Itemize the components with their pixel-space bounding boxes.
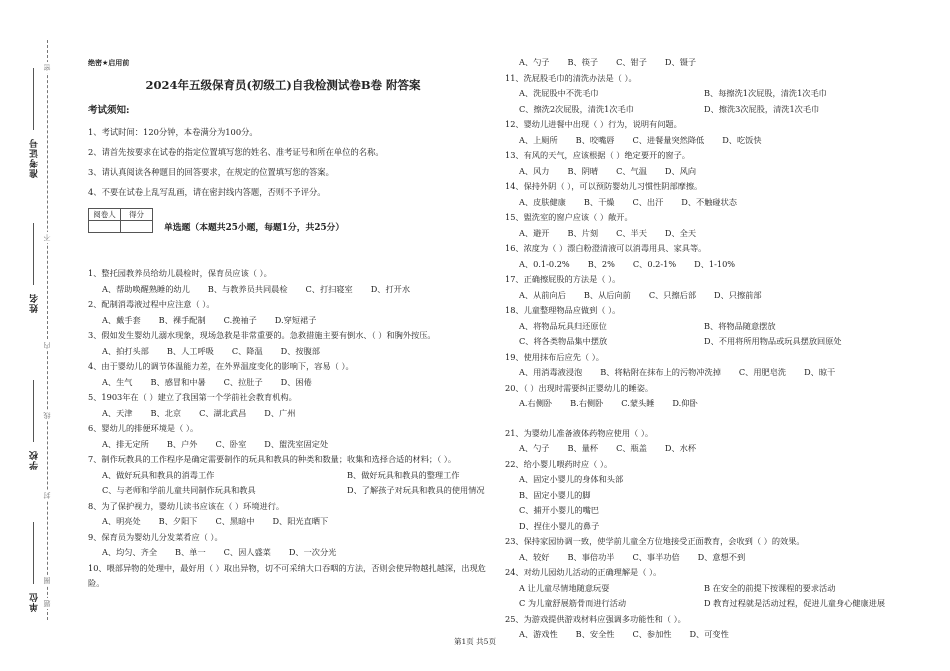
question-options bbox=[88, 483, 488, 499]
notice-heading: 考试须知: bbox=[88, 105, 130, 116]
option[interactable]: C 为儿童舒展筋骨而进行活动 bbox=[519, 598, 627, 608]
question-stem: 20、（ ）出现时需要纠正婴幼儿的睡姿。 bbox=[505, 382, 654, 393]
question-stem: 12、婴幼儿进餐中出现（ ）行为，说明有问题。 bbox=[505, 119, 682, 129]
option[interactable]: A、固定小婴儿的身体和头部 bbox=[519, 474, 624, 484]
page-footer: 第1页 共5页 bbox=[454, 637, 496, 646]
question-options bbox=[88, 437, 488, 453]
question-options bbox=[505, 396, 905, 412]
option[interactable]: C、出汗 bbox=[632, 196, 664, 207]
option[interactable]: A、勺子 bbox=[519, 57, 550, 67]
question-stem: 13、有风的天气，应该根据（ ）绝定要开的窗子。 bbox=[505, 150, 690, 160]
question-options bbox=[88, 313, 488, 329]
option[interactable]: C、降温 bbox=[231, 345, 263, 356]
right-column bbox=[505, 55, 905, 643]
question-stem: 2、配制消毒液过程中应注意（ ）。 bbox=[88, 299, 215, 309]
option[interactable]: C、打扫寝室 bbox=[305, 283, 353, 294]
option[interactable]: D、盥洗室固定处 bbox=[264, 438, 329, 449]
margin-label: 姓名 bbox=[30, 293, 40, 313]
option[interactable]: B、将粘附在抹布上的污物冲洗掉 bbox=[600, 367, 721, 377]
question-options bbox=[88, 406, 488, 422]
question-options bbox=[505, 55, 905, 71]
question-stem: 10、喂部异物的处理中，最好用（ ）取出异物，切不可采纳大口吞咽的方法，否则会使异物越扎越深，出现危险。 bbox=[88, 562, 486, 588]
question-stem: 19、使用抹布后应先（ ）。 bbox=[505, 351, 604, 362]
option[interactable]: C、拉肚子 bbox=[223, 376, 263, 387]
question-stem: 7、制作玩教具的工作程序是确定需要制作的玩具和教具的种类和数量；收集和选择合适的材料；（ ）。 bbox=[88, 454, 457, 464]
option[interactable]: B.右侧卧 bbox=[570, 398, 604, 408]
option[interactable]: B、将物品随意摆放 bbox=[704, 320, 776, 331]
option[interactable]: B、筷子 bbox=[567, 57, 599, 67]
option[interactable]: B、量杯 bbox=[567, 443, 599, 453]
option[interactable]: C、进餐量突然降低 bbox=[632, 134, 705, 145]
option[interactable]: C、半天 bbox=[616, 227, 647, 238]
question-stem: 25、为游戏提供游戏材料应强调多功能性和（ ）。 bbox=[505, 613, 686, 624]
option[interactable]: D、风向 bbox=[664, 165, 697, 176]
option[interactable]: B、固定小婴儿的脚 bbox=[519, 489, 591, 500]
notice-item: 1、考试时间：120分钟，本卷满分为100分。 bbox=[88, 127, 258, 137]
option[interactable]: B、单一 bbox=[175, 547, 206, 557]
question-list-left bbox=[88, 266, 488, 592]
option[interactable]: D、擦洗3次屁股，清洗1次毛巾 bbox=[704, 103, 820, 114]
option[interactable]: A、勺子 bbox=[519, 443, 550, 453]
option[interactable]: A、较好 bbox=[519, 551, 550, 562]
question-options bbox=[505, 102, 905, 118]
seal-glyph: 题 bbox=[43, 600, 51, 607]
question-options bbox=[505, 257, 905, 273]
option[interactable]: A、风力 bbox=[519, 165, 550, 176]
option[interactable]: D.穿短裙子 bbox=[274, 314, 317, 325]
option[interactable]: B、阴晴 bbox=[567, 165, 599, 176]
margin-fill-line[interactable] bbox=[33, 380, 34, 442]
question-options bbox=[505, 226, 905, 242]
option[interactable]: B、2% bbox=[587, 258, 615, 269]
option[interactable]: D、全天 bbox=[664, 227, 697, 238]
section-heading: 单选题（本题共25小题，每题1分，共25分） bbox=[164, 223, 345, 233]
option[interactable]: C.挽袖子 bbox=[223, 314, 257, 325]
question-stem: 4、由于婴幼儿的调节体温能力差，在外界温度变化的影响下，容易（ ）。 bbox=[88, 361, 354, 371]
option[interactable]: A.右侧卧 bbox=[519, 398, 553, 408]
option[interactable]: A、从前向后 bbox=[519, 289, 566, 300]
option[interactable]: D、一次分光 bbox=[288, 547, 337, 557]
question-stem: 6、婴幼儿的排便环境是（ ）。 bbox=[88, 423, 199, 433]
option[interactable]: A、做好玩具和教具的消毒工作 bbox=[102, 469, 215, 480]
option[interactable]: B、夕阳下 bbox=[158, 516, 198, 526]
option[interactable]: A、皮肤健康 bbox=[519, 196, 566, 207]
question-options bbox=[505, 365, 905, 381]
option[interactable]: C、擦洗2次屁股，清洗1次毛巾 bbox=[519, 103, 634, 114]
option[interactable]: A、用消毒液浸泡 bbox=[519, 367, 583, 377]
question-options bbox=[505, 550, 905, 566]
option[interactable]: A、上厕所 bbox=[519, 134, 558, 145]
seal-glyph: 内 bbox=[43, 342, 51, 349]
notice-item: 2、请首先按要求在试卷的指定位置填写您的姓名、准考证号和所在单位的名称。 bbox=[88, 147, 384, 157]
option[interactable]: D、不触碰状态 bbox=[681, 196, 737, 207]
notice-item: 4、不要在试卷上乱写乱画，请在密封线内答题，否则不予评分。 bbox=[88, 187, 326, 197]
seal-glyph: 不 bbox=[43, 234, 51, 241]
option[interactable]: B、北京 bbox=[150, 407, 182, 418]
question-options bbox=[505, 164, 905, 180]
question-stem: 14、保持外阴（ ），可以预防婴幼儿习惯性阴部摩擦。 bbox=[505, 181, 703, 191]
margin-label: 学校 bbox=[30, 450, 40, 470]
question-stem: 11、洗屁股毛巾的清洗办法是（ ）。 bbox=[505, 72, 637, 83]
seal-glyph: 密 bbox=[43, 64, 51, 71]
score-table-cell[interactable] bbox=[121, 221, 153, 233]
option[interactable]: A、均匀、齐全 bbox=[102, 547, 158, 557]
option[interactable]: D、晾干 bbox=[804, 367, 836, 377]
option[interactable]: D、按腹部 bbox=[280, 345, 320, 356]
option[interactable]: A、0.1-0.2% bbox=[519, 258, 570, 269]
question-options bbox=[88, 282, 488, 298]
option[interactable]: C、事半功倍 bbox=[632, 551, 680, 562]
option[interactable]: D、意想不到 bbox=[697, 551, 746, 562]
option[interactable]: A、洗屁股中不洗毛巾 bbox=[519, 88, 599, 98]
question-options bbox=[88, 375, 488, 391]
exam-title: 2024年五级保育员(初级工)自我检测试卷B卷 附答案 bbox=[145, 78, 421, 92]
question-stem: 1、整托园教养员给幼儿晨检时，保育员应该（ ）。 bbox=[88, 268, 272, 278]
option[interactable]: A、避开 bbox=[519, 227, 550, 238]
option[interactable]: B、人工呼吸 bbox=[166, 345, 214, 356]
option[interactable]: D、阳光直晒下 bbox=[272, 516, 329, 526]
question-stem: 5、1903年在（ ）建立了我国第一个学前社会教育机构。 bbox=[88, 392, 297, 402]
option[interactable]: C、将各类物品集中摆放 bbox=[519, 336, 608, 346]
option[interactable]: B 在安全的前提下按课程的要求活动 bbox=[704, 582, 836, 593]
option[interactable]: D、水杯 bbox=[664, 443, 697, 453]
option[interactable]: D、困倦 bbox=[280, 376, 312, 387]
option[interactable]: C、钳子 bbox=[616, 57, 647, 67]
margin-label: 单位 bbox=[30, 592, 40, 612]
question-stem: 3、假如发生婴幼儿溺水现象，现场急救是非常重要的。急救措施主要有倒水、（ ）和胸外按压。 bbox=[88, 330, 436, 340]
margin-fill-line[interactable] bbox=[33, 522, 34, 584]
score-table-cell[interactable] bbox=[89, 221, 121, 233]
option[interactable]: D.仰卧 bbox=[672, 398, 698, 408]
option[interactable]: C、只擦后部 bbox=[648, 289, 697, 300]
question-options bbox=[505, 334, 905, 350]
margin-label: 准考证号 bbox=[30, 138, 40, 178]
question-options bbox=[505, 133, 905, 149]
question-stem: 24、对幼儿园幼儿活动的正确理解是（ ）。 bbox=[505, 567, 662, 577]
question-options bbox=[505, 86, 905, 102]
option[interactable]: A、戴手套 bbox=[102, 314, 141, 325]
option[interactable]: B、裸手配制 bbox=[158, 314, 206, 325]
question-stem: 17、正确擦屁股的方法是（ ）。 bbox=[505, 274, 621, 284]
option[interactable]: C、参加性 bbox=[632, 629, 672, 639]
option[interactable]: C.蒙头睡 bbox=[621, 398, 655, 408]
notice-list bbox=[88, 122, 488, 202]
option[interactable]: D 教育过程就是活动过程，促进儿童身心健康进展 bbox=[704, 598, 886, 608]
option[interactable]: D、1-10% bbox=[694, 258, 736, 269]
option[interactable]: A、排无定所 bbox=[102, 438, 149, 449]
option[interactable]: D、广州 bbox=[264, 407, 296, 418]
option[interactable]: A、帮助唤醒熟睡的幼儿 bbox=[102, 283, 190, 294]
option[interactable]: D、镊子 bbox=[664, 57, 697, 67]
option[interactable]: B、安全性 bbox=[575, 629, 615, 639]
option[interactable]: C、0.2-1% bbox=[632, 258, 677, 269]
score-table-reviewer: 阅卷人 bbox=[89, 209, 121, 221]
option[interactable]: B、事倍功半 bbox=[567, 551, 615, 562]
question-stem: 21、为婴幼儿准备液体药物应使用（ ）。 bbox=[505, 427, 654, 438]
question-stem: 22、给小婴儿喂药时应（ ）。 bbox=[505, 458, 613, 469]
question-options bbox=[505, 319, 905, 335]
option[interactable]: D、打开水 bbox=[370, 283, 411, 294]
question-stem: 9、保育员为婴幼儿分发菜肴应（ ）。 bbox=[88, 531, 223, 542]
question-stem: 23、保持家园协调一致，使学前儿童全方位地接受正面教育，会收到（ ）的效果。 bbox=[505, 536, 805, 546]
option[interactable]: C、湖北武昌 bbox=[199, 407, 247, 418]
option[interactable]: A、将物品玩具归还原位 bbox=[519, 320, 607, 331]
question-options bbox=[505, 288, 905, 304]
score-table-score: 得分 bbox=[121, 209, 153, 221]
option[interactable]: A、明亮处 bbox=[102, 516, 141, 526]
notice-item: 3、请认真阅读各种题目的回答要求，在规定的位置填写您的答案。 bbox=[88, 167, 334, 177]
option[interactable]: D、只擦前部 bbox=[714, 289, 762, 300]
option[interactable]: C、与老师和学前儿童共同制作玩具和教具 bbox=[102, 485, 256, 495]
option[interactable]: D、了解孩子对玩具和教具的使用情况 bbox=[347, 485, 485, 495]
option[interactable]: C、用肥皂洗 bbox=[738, 367, 787, 377]
option[interactable]: B、感冒和中暑 bbox=[150, 376, 206, 387]
question-options bbox=[505, 195, 905, 211]
option[interactable]: B、户外 bbox=[166, 438, 198, 449]
question-list-right bbox=[505, 71, 905, 643]
option[interactable]: C、因人盛菜 bbox=[223, 547, 271, 557]
option[interactable]: A、拍打头部 bbox=[102, 345, 149, 356]
question-stem: 16、浓度为（ ）漂白粉澄清液可以消毒用具、家具等。 bbox=[505, 243, 707, 253]
question-options bbox=[88, 468, 488, 484]
question-options bbox=[505, 581, 905, 597]
option[interactable]: C、捕开小婴儿的嘴巴 bbox=[519, 505, 599, 515]
seal-glyph: 圈 bbox=[43, 577, 51, 584]
question-options bbox=[505, 441, 905, 457]
binding-margin bbox=[0, 0, 70, 671]
question-stem: 18、儿童整理物品应做到（ ）。 bbox=[505, 305, 621, 315]
option[interactable]: B、咬嘴唇 bbox=[575, 134, 615, 145]
score-row bbox=[88, 206, 488, 240]
seal-glyph: 封 bbox=[43, 492, 51, 499]
spacer bbox=[505, 412, 905, 426]
question-options bbox=[505, 596, 905, 612]
option[interactable]: A、生气 bbox=[102, 376, 133, 387]
option[interactable]: A、游戏性 bbox=[519, 629, 558, 639]
option[interactable]: A、天津 bbox=[102, 407, 133, 418]
left-column bbox=[88, 55, 488, 592]
option[interactable]: B、做好玩具和教具的整理工作 bbox=[347, 469, 460, 480]
option[interactable]: D、可变性 bbox=[689, 629, 729, 639]
margin-fill-line[interactable] bbox=[33, 68, 34, 130]
question-stem: 15、盥洗室的窗户应该（ ）敞开。 bbox=[505, 212, 633, 222]
option[interactable]: A 让儿童尽情地随意玩耍 bbox=[519, 582, 610, 593]
seal-line bbox=[47, 40, 48, 620]
option[interactable]: C、气温 bbox=[616, 165, 647, 176]
option[interactable]: C、瓶盖 bbox=[616, 443, 647, 453]
score-table bbox=[88, 208, 153, 233]
question-options bbox=[88, 514, 488, 530]
seal-glyph: 线 bbox=[43, 412, 51, 419]
option[interactable]: C、黑暗中 bbox=[215, 516, 255, 526]
question-stem: 8、为了保护视力，婴幼儿读书应该在（ ）环境进行。 bbox=[88, 500, 285, 511]
margin-fill-line[interactable] bbox=[33, 223, 34, 285]
option[interactable]: B、每擦洗1次屁股，清洗1次毛巾 bbox=[704, 88, 827, 98]
secret-mark: 绝密★启用前 bbox=[88, 59, 130, 67]
option[interactable]: D、不用将所用物品或玩具摆放回原处 bbox=[704, 336, 842, 346]
option[interactable]: C、卧室 bbox=[215, 438, 247, 449]
option[interactable]: D、捏住小婴儿的鼻子 bbox=[519, 520, 600, 531]
question-options bbox=[88, 545, 488, 561]
question-options bbox=[88, 344, 488, 360]
option[interactable]: B、与教养员共同晨检 bbox=[207, 283, 288, 294]
option[interactable]: B、片刻 bbox=[567, 227, 599, 238]
option[interactable]: B、从后向前 bbox=[583, 289, 631, 300]
option[interactable]: B、干燥 bbox=[583, 196, 615, 207]
option[interactable]: D、吃饭快 bbox=[722, 134, 762, 145]
